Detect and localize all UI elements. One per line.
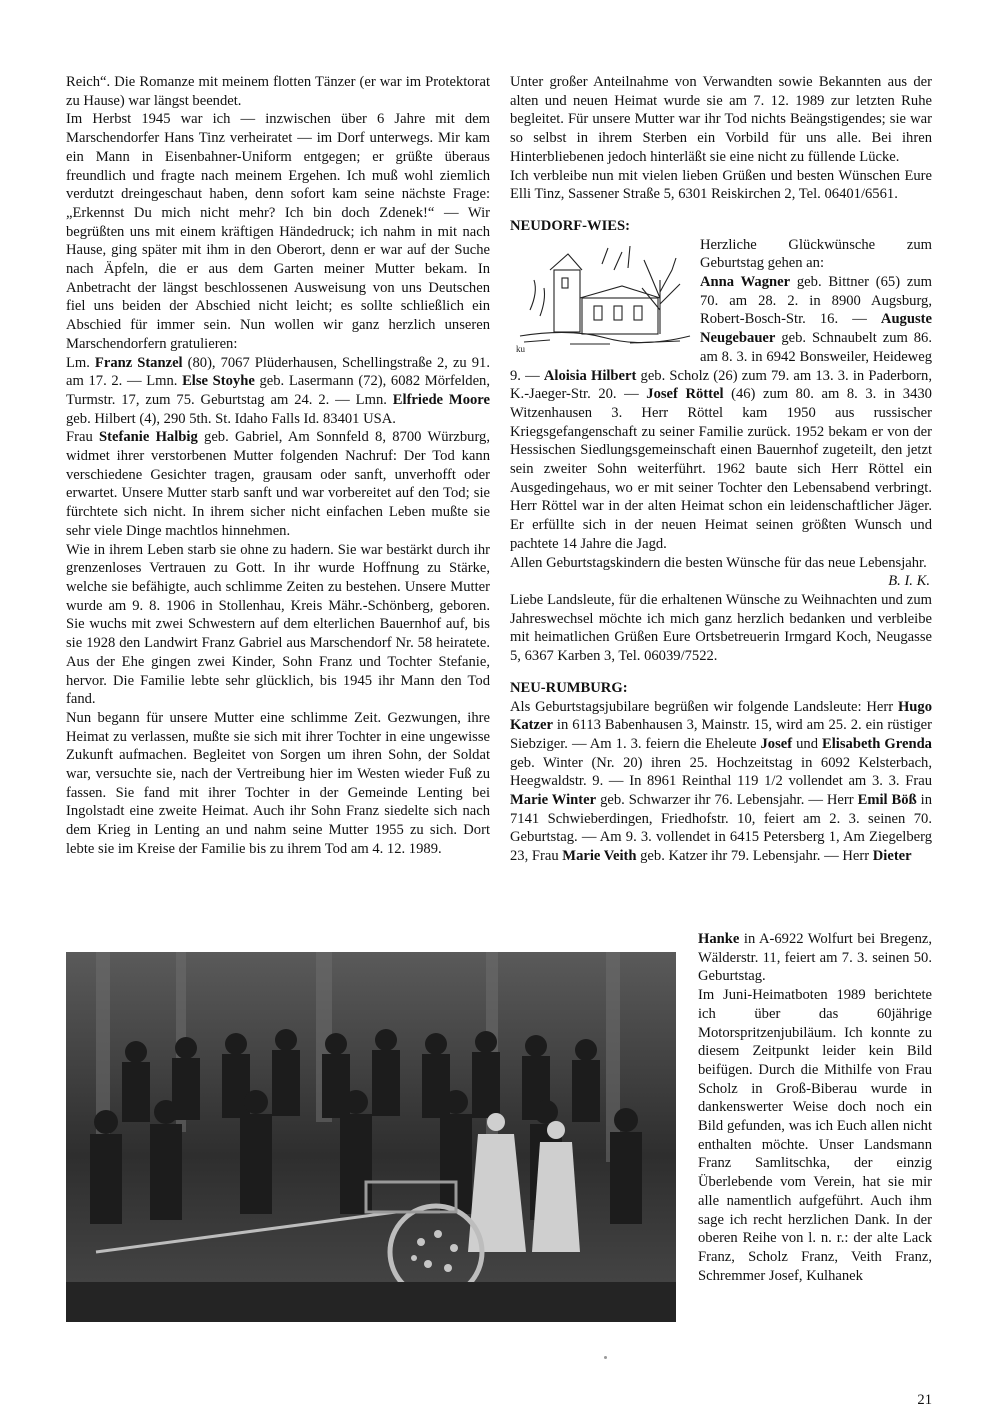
text-run: Im Herbst 1945 war ich — inzwischen über 6 Jahre mit dem Marschendorfer Hans Tinz verheiratet — im Dorf unterwegs. Mir kam ein Mann in Eisenbahner-Uniform entgegen; er grüßte überaus freundlich und fragte nach meinem Ergehen. Ich muß wohl ziemlich verdutzt dreingeschaut haben, denn sofort kam seine nächste Frage: „Erkennst Du mich nicht mehr? Ich bin doch Zdenek!“ — Wir begrüßten uns mit einem kräftigen Händedruck; ich nahm in mit nach Hause, ging später mit ihm in den Oberort, denn er war auf der Suche nach Äpfeln, die er aus dem Garten meiner Mutter bekam. In Anbetracht der längst beschlossenen Ausweisung von uns Deutschen fiel uns beiden der Abschied nicht leicht; es sollte schließlich ein Abschied für immer sein. Nun wollen wir ganz herzlich unseren Marschendorfern gratulieren:: [66, 111, 490, 352]
paragraph: [510, 167, 932, 204]
text-run: (46) zum 80. am 8. 3. in 3430 Witzenhausen 3. Herr Röttel kam 1950 aus russischer Kriegsgefangenschaft zu seiner Familie zurück. 1952 bekam er von der Hessischen Siedlungsgemeinschaft einen Bauernhof zugeteilt, den jetzt sein zweiter Sohn weiterführt. 1962 baute sich Herr Röttel ein Ausgedingehaus, wo er mit seiner Tochter den Lebensabend verbringt. Herr Röttel war in der alten Heimat schon ein leidenschaftlicher Jäger. Er erfüllte sich in der neuen Heimat seinen größten Wunsch und pachtete 14 Jahre die Jagd.: [510, 386, 932, 552]
right-column: [510, 73, 932, 866]
scan-speck: [604, 1356, 607, 1359]
text-run: geb. Scholz (26) zum 79. am 13. 3. in Paderborn, K.-Jaeger-Str. 20. —: [510, 367, 932, 403]
paragraph: [698, 986, 932, 1285]
bold-name: Elfriede Moore: [392, 391, 490, 408]
bold-name: Marie Winter: [510, 792, 597, 809]
text-run: Liebe Landsleute, für die erhaltenen Wünsche zu Weihnachten und zum Jahreswechsel möchte ich mich ganz herzlich bedanken und verbleibe mit heimatlichen Grüßen Eure Ortsbetreuerin Irmgard Koch, Neugasse 5, 6367 Karben 3, Tel. 06039/7522.: [510, 591, 932, 665]
bold-name: Hanke: [698, 931, 740, 947]
page-number: 21: [917, 1392, 932, 1408]
paragraph: [510, 73, 932, 167]
text-run: Wie in ihrem Leben starb sie ohne zu hadern. Sie war bestärkt durch ihr grenzenloses Vertrauen zu Gott. In ihr wurde Hoffnung zu Stärke, welche sie befähigte, auch schlimme Zeiten zu bestehen. Unsere Mutter wurde am 9. 8. 1906 in Stollenhau, Kreis Mähr.-Schönberg, geboren. Sie wuchs mit zwei Schwestern auf dem elterlichen Bauernhof auf, bis sie 1928 den Landwirt Franz Gabriel aus Marschendorf Nr. 58 heiratete. Aus der Ehe gingen zwei Kinder, Sohn Franz und Tochter Stefanie, hervor. Die Familie lebte sehr glücklich, bis 1945 ihr Mann den Tod fand.: [66, 541, 490, 708]
bold-name: Josef: [760, 735, 793, 752]
text-run: Unter großer Anteilnahme von Verwandten sowie Bekannten aus der alten und neuen Heimat wurde sie am 7. 12. 1989 zur letzten Ruhe begleitet. Für unsere Mutter war ihr Tod nichts Beängstigendes; sie war so selbst in ihrem Sterben ein Vorbild für uns alle. Bei ihren Hinterbliebenen jedoch hinterläßt sie eine nicht zu füllende Lücke.: [510, 74, 932, 165]
text-run: geb. Lasermann (72), 6082 Mörfelden, Turmstr. 17, zum 75. Geburtstag am 24. 2. — Lmn.: [66, 373, 491, 408]
neudorf-closing-line: [510, 572, 932, 591]
bold-name: Aloisia Hilbert: [543, 367, 637, 384]
text-run: geb. Hilbert (4), 290 5th. St. Idaho Falls Id. 83401 USA.: [66, 410, 396, 427]
paragraph: [66, 428, 490, 540]
text-run: Allen Geburtstagskindern die besten Wünsche für das neue Lebensjahr.: [510, 554, 927, 571]
bold-name: Dieter: [872, 848, 912, 865]
heading-neudorf-wies: NEUDORF-WIES:: [510, 217, 630, 234]
text-run: Frau: [66, 429, 100, 446]
text-run: (80), 7067 Plüderhausen, Schellingstraße 2, zu 91. am 17. 2. — Lmn.: [66, 354, 490, 390]
bold-name: Marie Veith: [562, 848, 637, 865]
text-run: Nun begann für unsere Mutter eine schlimme Zeit. Gezwungen, ihre Heimat zu verlassen, mußte sie sich mit ihrer Tochter in eine ungewisse Zukunft aufmachen. Begleitet von Sorgen um ihren Sohn, der Soldat war, versuchte sie, nach der Vertreibung hier im Westen wieder Fuß zu fassen. Sie fand mit ihrer Tochter in der Gemeinde Lenting bei Ingolstadt eine zweite Heimat. Auch ihr Sohn Franz siedelte sich nach dem Krieg in Lenting an und nahm seine Mutter 1955 zu sich. Dort lebte sie im Kreise der Familie bis zu ihrem Tod am 4. 12. 1989.: [66, 709, 490, 857]
bold-name: Emil Böß: [857, 792, 917, 809]
text-run: Herzliche Glückwünsche zum Geburtstag gehen an:: [700, 236, 932, 272]
paragraph: [66, 354, 490, 429]
left-column: [66, 73, 490, 859]
heading-neu-rumburg: NEU-RUMBURG:: [510, 679, 628, 696]
bold-name: Anna Wagner: [700, 274, 791, 291]
bold-name: Auguste Neugebauer: [700, 311, 932, 347]
paragraph: [510, 554, 932, 573]
paragraph: [66, 541, 490, 709]
article-end-marschendorf: [510, 73, 932, 204]
text-run: geb. Gabriel, Am Sonnfeld 8, 8700 Würzburg, widmet ihrer verstorbenen Mutter folgenden Nachruf: Der Tod kann verschiedene Gesichter tragen, grausam oder sanft, unverhofft oder erwartet. Unsere Mutter starb sanft und war vorbereitet auf den Tod; sie fürchtete sich nicht. In ihrem sicher nicht einfachen Leben mußte sie sehr viele Dinge machtlos hinnehmen.: [66, 429, 490, 539]
bold-name: Else Stoyhe: [182, 373, 255, 390]
text-run: geb. Katzer ihr 79. Lebensjahr. — Herr: [636, 848, 873, 865]
bold-name: Josef Röttel: [646, 386, 724, 403]
paragraph: [698, 930, 932, 986]
paragraph: [66, 73, 490, 110]
bold-name: Franz Stanzel: [94, 354, 183, 371]
text-run: Als Geburtstagsjubilare begrüßen wir folgende Landsleute: Herr: [510, 698, 898, 715]
text-run: geb. Winter (Nr. 20) ihren 25. Hochzeitstag in 6092 Kelsterbach, Heegwaldstr. 9. — In 8961 Reinthal 119 1/2 vollendet am 3. 3. Frau: [510, 754, 932, 790]
neu-rumburg-section: [510, 698, 932, 866]
text-run: Lm.: [66, 354, 95, 371]
text-run: in 7141 Schwieberdingen, Friedhofstr. 10, feiert am 2. 3. seinen 70. Geburtstag. — Am 9. 3. vollendet in 6415 Petersberg 1, Am Ziegelberg 23, Frau: [510, 792, 933, 865]
photo-caption-column: [698, 930, 932, 1285]
fire-brigade-group-photo: [66, 952, 676, 1322]
text-run: Ich verbleibe nun mit vielen lieben Grüßen und besten Wünschen Eure Elli Tinz, Sassener Straße 5, 6301 Reiskirchen 2, Tel. 06401/6561.: [510, 167, 932, 203]
paragraph: [66, 110, 490, 353]
svg-text:ku: ku: [516, 343, 525, 354]
paragraph: [66, 709, 490, 859]
text-run: und: [792, 735, 823, 752]
text-run: geb. Bittner (65) zum 70. am 28. 2. in 8900 Augsburg, Robert-Bosch-Str. 16. —: [700, 274, 932, 328]
text-run: in A-6922 Wolfurt bei Bregenz, Wälderstr. 11, feiert am 7. 3. seinen 50. Geburtstag.: [698, 931, 932, 985]
neudorf-wies-thanks: [510, 591, 932, 666]
paragraph: [510, 591, 932, 666]
bold-name: Elisabeth Grenda: [822, 735, 932, 752]
paragraph: [510, 698, 932, 866]
signature-initials: B. I. K.: [888, 573, 930, 590]
bold-name: Stefanie Halbig: [99, 429, 198, 446]
text-run: Im Juni-Heimatboten 1989 berichtete ich über das 60jährige Motorspritzenjubiläum. Ich konnte zu diesem Zeitpunkt leider kein Bild beifügen. Durch die Mithilfe von Frau Scholz in Groß-Biberau wurde in dankenswerter Weise doch noch ein Bild gefunden, was ich Euch allen nicht enthalten möchte. Unser Landsmann Franz Samlitschka, der einzig Überlebende vom Verein, hat sie mir alle namentlich aufgeführt. Auch ihm sage ich recht herzlichen Dank. In der oberen Reihe von l. n. r.: der alte Lack Franz, Scholz Franz, Veith Franz, Schremmer Josef, Kulhanek: [698, 987, 932, 1284]
text-run: geb. Schwarzer ihr 76. Lebensjahr. — Herr: [596, 792, 858, 809]
text-run: in 6113 Babenhausen 3, Mainstr. 15, wird am 25. 2. ein rüstiger Siebziger. — Am 1. 3. feiern die Eheleute: [510, 717, 932, 752]
church-sketch-image: [510, 240, 694, 354]
bold-name: Hugo Katzer: [510, 698, 932, 734]
text-run: Reich“. Die Romanze mit meinem flotten Tänzer (er war im Protektorat zu Hause) war längst beendet.: [66, 74, 490, 109]
text-run: geb. Schnaubelt zum 86. am 8. 3. in 6942 Bonsweiler, Heideweg 9. —: [510, 330, 932, 384]
